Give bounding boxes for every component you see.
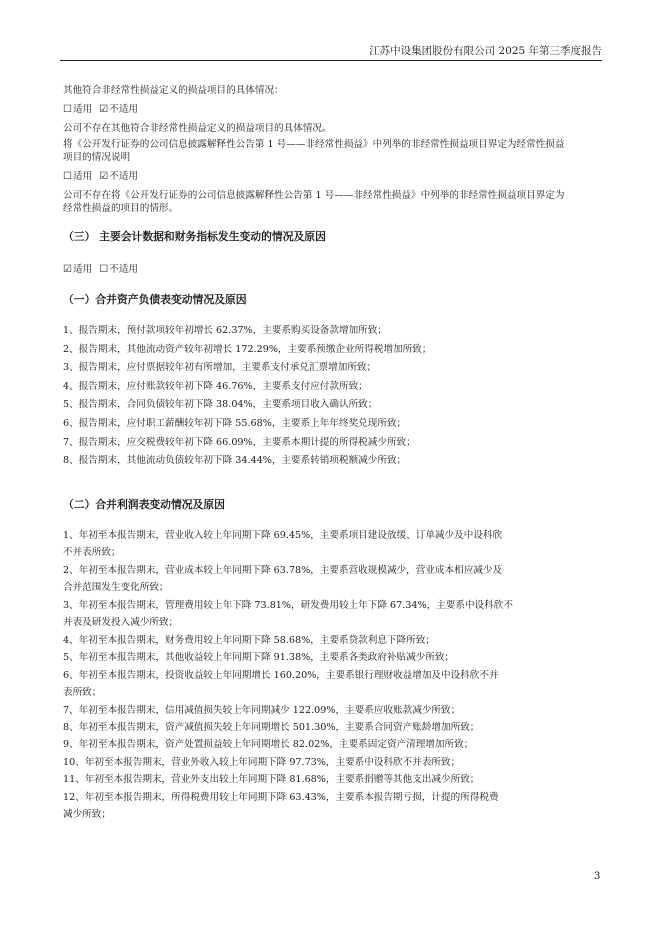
income-statement-line: 不并表所致； — [63, 547, 121, 559]
reclassification-statement-line-2: 经常性损益的项目的情形。 — [63, 203, 179, 214]
checkbox-checked-icon: ☑ — [99, 104, 109, 115]
income-statement-line: 减少所致； — [63, 809, 111, 821]
page-number: 3 — [594, 871, 601, 882]
reclassification-note-line-2: 项目的情况说明 — [63, 152, 131, 163]
page-header — [60, 40, 602, 61]
balance-sheet-item: 2、报告期末，其他流动资产较年初增长 172.29%，主要系预缴企业所得税增加所致； — [63, 343, 432, 355]
applicability-options-3: ☑适用 ☐不适用 — [63, 264, 139, 275]
income-statement-line: 7、年初至本报告期末，信用减值损失较上年同期减少 122.09%，主要系应收账款减少所致； — [63, 704, 461, 716]
income-statement-line: 合并范围发生变化所致； — [63, 582, 169, 594]
checkbox-empty-icon: ☐ — [99, 264, 109, 275]
income-statement-line: 10、年初至本报告期末，营业外收入较上年同期下降 97.73%，主要系中设科欣不并表所致； — [63, 756, 461, 768]
income-statement-line: 1、年初至本报告期末，营业收入较上年同期下降 69.45%，主要系项目建设放缓、订单减少及中设科欣 — [63, 530, 503, 541]
income-statement-line: 12、年初至本报告期末，所得税费用较上年同期下降 63.43%，主要系本报告期亏损，计提的所得税费 — [63, 791, 499, 803]
balance-sheet-item: 4、报告期末，应付账款较年初下降 46.76%，主要系支付应付款所致； — [63, 380, 368, 392]
balance-sheet-item: 6、报告期末，应付职工薪酬较年初下降 55.68%，主要系上年年终奖兑现所致； — [63, 418, 407, 429]
checkbox-empty-icon: ☐ — [63, 171, 72, 182]
income-statement-line: 2、年初至本报告期末，营业成本较上年同期下降 63.78%，主要系营收规模减少，营业成本相应减少及 — [63, 564, 503, 576]
balance-sheet-item: 7、报告期末，应交税费较年初下降 66.09%，主要系本期计提的所得税减少所致； — [63, 436, 416, 448]
applicability-options-1: ☐适用 ☑不适用 — [63, 104, 139, 115]
income-statement-line: 并表及研发投入减少所致； — [63, 617, 179, 629]
section-3-heading: （三） 主要会计数据和财务指标发生变动的情况及原因 — [63, 230, 326, 243]
balance-sheet-item: 3、报告期末，应付票据较年初有所增加，主要系支付承兑汇票增加所致； — [63, 362, 377, 374]
income-statement-line: 6、年初至本报告期末，投资收益较上年同期增长 160.20%，主要系银行理财收益增加及中设科欣不并 — [63, 669, 499, 681]
reclassification-statement-line-1: 公司不存在将《公开发行证券的公司信息披露解释性公告第 1 号——非经常性损益》中列举的非经常性损益项目界定为 — [63, 190, 565, 201]
checkbox-checked-icon: ☑ — [99, 171, 109, 182]
income-statement-line: 5、年初至本报告期末，其他收益较上年同期下降 91.38%，主要系各类政府补贴减少所致； — [63, 652, 455, 664]
reclassification-note-line-1: 将《公开发行证券的公司信息披露解释性公告第 1 号——非经常性损益》中列举的非经常性损益项目界定为经常性损益 — [63, 139, 565, 150]
balance-sheet-heading: （一）合并资产负债表变动情况及原因 — [63, 293, 247, 306]
income-statement-line: 9、年初至本报告期末，资产处置损益较上年同期增长 82.02%，主要系固定资产清理增加所致； — [63, 739, 474, 751]
balance-sheet-item: 8、报告期末，其他流动负债较年初下降 34.44%，主要系转销项税额减少所致； — [63, 455, 407, 467]
income-statement-line: 4、年初至本报告期末，财务费用较上年同期下降 58.68%，主要系贷款利息下降所致； — [63, 634, 435, 646]
income-statement-line: 3、年初至本报告期末，管理费用较上年下降 73.81%，研发费用较上年下降 67.34%，主要系中设科欣不 — [63, 599, 513, 611]
checkbox-checked-icon: ☑ — [63, 264, 72, 275]
income-statement-heading: （二）合并利润表变动情况及原因 — [63, 498, 225, 511]
report-title: 江苏中设集团股份有限公司 2025 年第三季度报告 — [369, 45, 602, 57]
other-items-intro: 其他符合非经常性损益定义的损益项目的具体情况： — [63, 85, 284, 96]
balance-sheet-item: 1、报告期末，预付款项较年初增长 62.37%，主要系购买设备款增加所致； — [63, 325, 387, 336]
income-statement-line: 8、年初至本报告期末，资产减值损失较上年同期增长 501.30%，主要系合同资产账龄增加所致； — [63, 721, 480, 733]
income-statement-line: 11、年初至本报告期末，营业外支出较上年同期下降 81.68%，主要系捐赠等其他支出减少所致； — [63, 774, 480, 786]
balance-sheet-item: 5、报告期末，合同负债较年初下降 38.04%，主要系项目收入确认所致； — [63, 399, 378, 411]
applicability-options-2: ☐适用 ☑不适用 — [63, 171, 139, 182]
checkbox-empty-icon: ☐ — [63, 104, 72, 115]
income-statement-line: 表所致； — [63, 687, 102, 699]
other-items-statement: 公司不存在其他符合非经常性损益定义的损益项目的具体情况。 — [63, 123, 332, 134]
